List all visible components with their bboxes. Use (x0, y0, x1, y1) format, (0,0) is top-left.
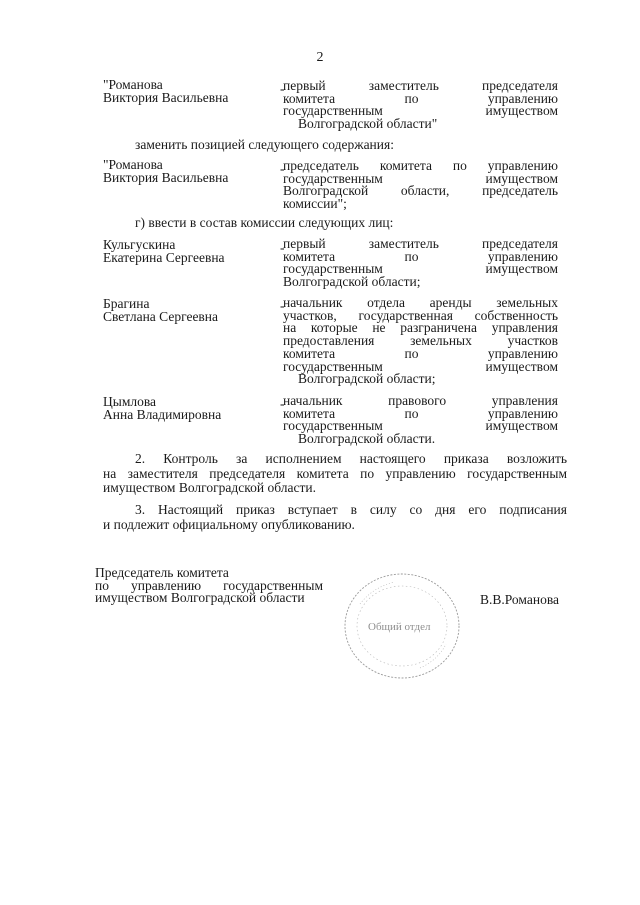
member-name (103, 78, 228, 104)
member-given-name: Екатерина Сергеевна (103, 250, 225, 265)
member-role (283, 238, 558, 289)
member-surname: Кульгускина (103, 237, 176, 252)
paragraph-line: на заместителя председателя комитета по управлению государственным (103, 465, 567, 481)
role-line: на которые не разграничена управления (283, 320, 558, 336)
stamp (342, 570, 462, 682)
member-given-name: Виктория Васильевна (103, 170, 229, 185)
role-line: государственным имуществом (283, 358, 558, 374)
role-line: председатель комитета по управлению (283, 158, 558, 173)
member-role (283, 297, 558, 386)
member-name (103, 238, 225, 264)
member-role (283, 80, 558, 131)
role-line: Волгоградской области, председатель (283, 183, 558, 199)
role-line: Волгоградской области; (298, 371, 436, 387)
member-surname: "Романова (103, 77, 163, 92)
member-dash: - (280, 298, 285, 313)
add-instruction: г) ввести в состав комиссии следующих лиц: (135, 215, 394, 230)
signature-title-line: имуществом Волгоградской области (95, 590, 305, 605)
member-given-name: Анна Владимировна (103, 407, 222, 422)
role-line: государственным имуществом (283, 418, 558, 434)
role-line: государственным имуществом (283, 103, 558, 119)
member-role (283, 395, 558, 446)
paragraph-line: 2. Контроль за исполнением настоящего приказа возложить (135, 451, 567, 466)
member-name (103, 297, 218, 323)
member-dash: - (280, 81, 285, 96)
paragraph-effective (103, 503, 567, 532)
member-role (283, 160, 558, 211)
role-line: начальник правового управления (283, 393, 558, 408)
member-given-name: Виктория Васильевна (103, 90, 229, 105)
replace-instruction: заменить позицией следующего содержания: (135, 137, 394, 152)
paragraph-line: 3. Настоящий приказ вступает в силу со дня его подписания (135, 502, 567, 517)
role-line: Волгоградской области; (283, 274, 421, 290)
role-line: начальник отдела аренды земельных (283, 295, 558, 310)
member-given-name: Светлана Сергеевна (103, 309, 219, 324)
member-surname: Цымлова (103, 394, 157, 409)
role-line: комитета по управлению (283, 345, 558, 361)
stamp-label: Общий отдел (368, 621, 431, 633)
signature-title-line: по управлению государственным (95, 577, 323, 593)
paragraph-line: и подлежит официальному опубликованию. (103, 516, 355, 532)
member-name (103, 158, 228, 184)
signature-title-line: Председатель комитета (95, 565, 229, 580)
role-line: государственным имуществом (283, 261, 558, 277)
signature-title (95, 567, 323, 605)
member-dash: - (280, 396, 285, 411)
member-dash: - (280, 240, 285, 255)
role-line: предоставления земельных участков (283, 333, 558, 349)
role-line: комитета по управлению (283, 248, 558, 264)
role-line: комитета по управлению (283, 405, 558, 421)
role-line: первый заместитель председателя (283, 78, 558, 93)
role-line: государственным имуществом (283, 170, 558, 186)
role-line: Волгоградской области" (298, 116, 438, 132)
role-line: Волгоградской области. (298, 431, 436, 447)
role-line: первый заместитель председателя (283, 236, 558, 251)
role-line: комитета по управлению (283, 90, 558, 106)
paragraph-control (103, 452, 567, 496)
role-line: комиссии"; (283, 196, 347, 212)
member-name (103, 395, 221, 421)
page-number: 2 (316, 50, 324, 65)
member-dash: - (280, 161, 285, 176)
member-surname: Брагина (103, 296, 150, 311)
member-surname: "Романова (103, 157, 163, 172)
paragraph-line: имуществом Волгоградской области. (103, 480, 316, 495)
signatory-name: В.В.Романова (480, 592, 560, 607)
role-line: участков, государственная собственность (283, 307, 558, 323)
